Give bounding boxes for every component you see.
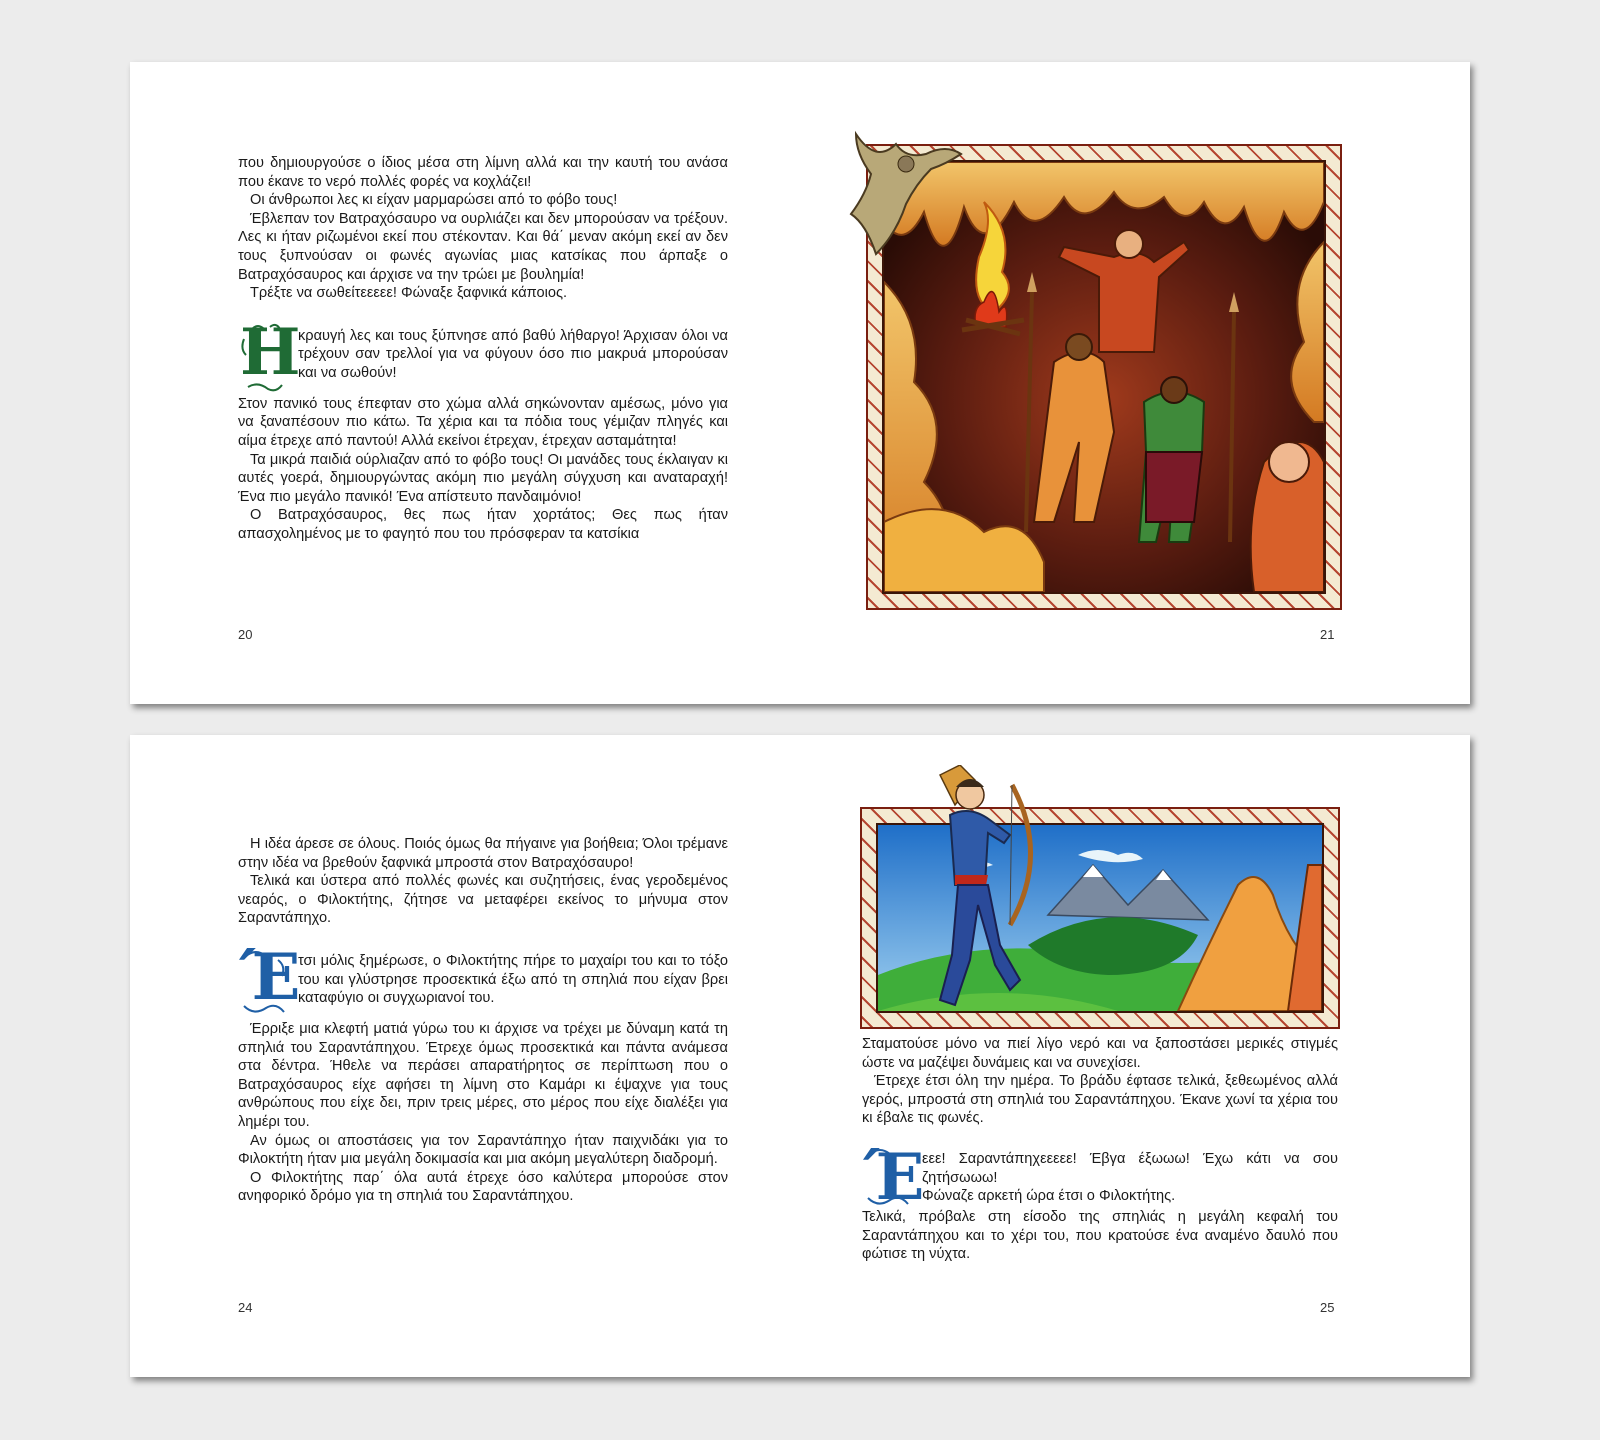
dropcap-letter: Έ	[864, 1145, 925, 1208]
paragraph: Στον πανικό τους έπεφταν στο χώμα αλλά σηκώνονταν αμέσως, μόνο για να ξαναπέσουν πιο κάτω. Τα χέρια και τα πόδια τους γέμιζαν πληγές και αίμα έτρεχε από παντού! Αλλά εκείνοι έτρεχαν, έτρεχαν ασταμάτητα!	[238, 395, 728, 449]
page-number-24: 24	[238, 1300, 253, 1315]
paragraph: κραυγή λες και τους ξύπνησε από βαθύ λήθαργο! Άρχισαν όλοι να τρέχουν σαν τρελλοί για να φύγουν όσο πιο μακρυά μπορούσαν και να σωθούν!	[298, 327, 728, 381]
page-24-text	[238, 835, 728, 1206]
bat-icon	[836, 124, 976, 264]
dropcap-initial	[238, 320, 301, 395]
page-number-20: 20	[238, 627, 253, 642]
dropcap-letter: Η	[240, 320, 301, 390]
paragraph: Έβλεπαν τον Βατραχόσαυρο να ουρλιάζει και δεν μπορούσαν να τρέξουν. Λες κι ήταν ριζωμένοι εκεί που στέκονταν. Και θά΄ μεναν ακόμη εκεί αν δεν τους ξυπνούσαν οι φωνές αγωνίας μιας κατσίκας που άρπαξε ο Βατραχόσαυρος και άρχισε να την τρώει με βουλημία!	[238, 210, 728, 283]
paragraph: Σταματούσε μόνο να πιεί λίγο νερό και να ξαποστάσει μερικές στιγμές ώστε να μαζέψει δυνάμεις και να συνεχίσει.	[862, 1036, 1338, 1071]
cave-scene-illustration	[836, 124, 1342, 610]
dropcap-initial	[862, 1145, 925, 1208]
paragraph: Τελικά, πρόβαλε στη είσοδο της σπηλιάς η μεγάλη κεφαλή του Σαραντάπηχου και το χέρι του, που κρατούσε ένα αναμένο δαυλό που φώτισε τη νύχτα.	[862, 1208, 1338, 1263]
paragraph: τσι μόλις ξημέρωσε, ο Φιλοκτήτης πήρε το μαχαίρι του και το τόξο του και γλύστρησε προσεκτικά έξω από τη σπηλιά που είχαν βρει καταφύγιο οι συγχωριανοί του.	[298, 952, 728, 1007]
paragraph: Έρριξε μια κλεφτή ματιά γύρω του κι άρχισε να τρέχει με δύναμη κατά τη σπηλιά του Σαραντάπηχου. Έτρεχε όμως προσεκτικά και πάντα ανάμεσα στα δέντρα. Ήθελε να περάσει απαρατήρητος σε περίπτωση που ο Βατραχόσαυρος είχε αφήσει τη λίμνη στο Καμάρι κι έψαχνε για τους ανθρώπους που είχε δει, πριν τρεις μέρες, στο μέρος που είχε διαλέξει για λημέρι του.	[238, 1020, 728, 1130]
paragraph: Η ιδέα άρεσε σε όλους. Ποιός όμως θα πήγαινε για βοήθεια; Όλοι τρέμανε στην ιδέα να βρεθούν ξαφνικά μπροστά στον Βατραχόσαυρο!	[238, 836, 728, 871]
page-20-text	[238, 154, 728, 544]
paragraph: που δημιουργούσε ο ίδιος μέσα στη λίμνη αλλά και την καυτή του ανάσα που έκανε το νερό πολλές φορές να κοχλάζει!	[238, 155, 728, 190]
page-25-text	[862, 1035, 1338, 1264]
page-number-21: 21	[1320, 627, 1335, 642]
book-spread-top	[130, 62, 1470, 704]
dropcap-letter: Έ	[240, 945, 301, 1015]
page-number-25: 25	[1320, 1300, 1335, 1315]
paragraph: Τελικά και ύστερα από πολλές φωνές και συζητήσεις, ένας γεροδεμένος νεαρός, ο Φιλοκτήτης, ζήτησε να μεταφέρει εκείνος το μήνυμα στον Σαραντάπηχο.	[238, 873, 728, 927]
paragraph: Ο Βατραχόσαυρος, θες πως ήταν χορτάτος; Θες πως ήταν απασχολημένος με το φαγητό που του πρόσφεραν τα κατσίκια	[238, 507, 728, 542]
paragraph: Ο Φιλοκτήτης παρ΄ όλα αυτά έτρεχε όσο καλύτερα μπορούσε στον ανηφορικό δρόμο για τη σπηλιά του Σαραντάπηχου.	[238, 1169, 728, 1205]
paragraph: Φώναζε αρκετή ώρα έτσι ο Φιλοκτήτης.	[922, 1188, 1176, 1205]
paragraph: εεε! Σαραντάπηχεεεεε! Έβγα έξωωω! Έχω κάτι να σου ζητήσωωω!	[922, 1150, 1338, 1186]
dropcap-paragraph	[862, 1146, 1338, 1208]
paragraph: Οι άνθρωποι λες κι είχαν μαρμαρώσει από το φόβο τους!	[250, 192, 618, 209]
paragraph: Τα μικρά παιδιά ούρλιαζαν από το φόβο τους! Οι μανάδες τους έκλαιγαν κι αυτές γοερά, δημιουργώντας ακόμη πιο μεγάλη σύγχυση και αναταραχή! Ένα πιο μεγάλο πανικό! Ένα απίστευτο πανδαιμόνιο!	[238, 451, 728, 505]
paragraph: Έτρεχε έτσι όλη την ημέρα. Το βράδυ έφτασε τελικά, ξεθεωμένος αλλά γερός, μπροστά στη σπηλιά του Σαραντάπηχου. Έκανε χωνί τα χέρια του κι έβαλε τις φωνές.	[862, 1073, 1338, 1127]
dropcap-paragraph	[238, 946, 728, 1020]
archer-landscape-illustration	[860, 765, 1340, 1027]
dropcap-paragraph	[238, 321, 728, 395]
paragraph: Τρέξτε να σωθείτεεεεε! Φώναξε ξαφνικά κάποιος.	[250, 285, 568, 302]
paragraph: Αν όμως οι αποστάσεις για τον Σαραντάπηχο ήταν παιχνιδάκι για το Φιλοκτήτη ήταν μια μεγάλη δοκιμασία και μια ακόμη μεγαλύτερη διαδρομή.	[238, 1132, 728, 1168]
dropcap-initial	[238, 945, 301, 1020]
book-spread-bottom	[130, 735, 1470, 1377]
archer-figure	[900, 765, 1050, 1027]
